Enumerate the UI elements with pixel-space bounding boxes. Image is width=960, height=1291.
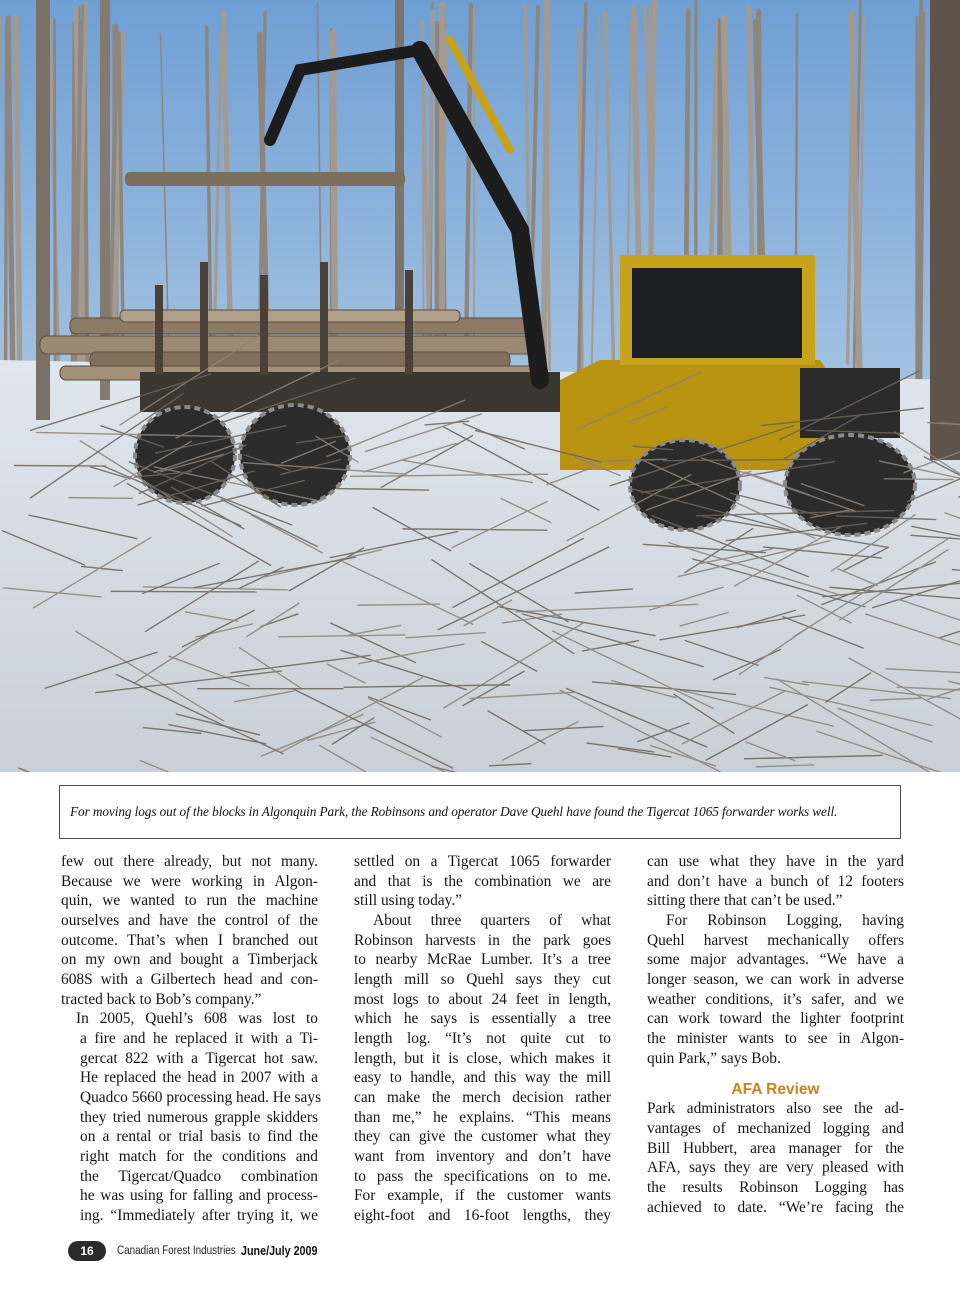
photo-caption: For moving logs out of the blocks in Algonquin Park, the Robinsons and operator Dave Quehl have found the Tigercat 1065 forwarder works well. bbox=[70, 804, 838, 819]
article-column-1 bbox=[61, 852, 322, 1225]
article-column-2 bbox=[354, 852, 611, 1225]
page-number-badge: 16 bbox=[68, 1241, 106, 1261]
col3-paragraph-3: Park administrators also see the ad- vantages of mechanized logging and Bill Hubbert, area manager for the AFA, says they are very pleased with the results Robinson Logging has achieved to date. “We’re facing the bbox=[647, 1100, 904, 1216]
col3-paragraph-1: can use what they have in the yard and don’t have a bunch of 12 footers sitting there that can’t be used.” bbox=[647, 853, 904, 910]
col2-paragraph-2: About three quarters of what Robinson harvests in the park goes to nearby McRae Lumber. It’s a tree length mill so Quehl says they cut most logs to about 24 feet in length, which he says is essentially a tree length log. “It’s not quite cut to length, but it is close, which makes it easy to handle, and this way the mill can make the merch decision rather than me,” he explains. “This means they can give the customer what they want from inventory and don’t have to pass the specifications on to me. For example, if the customer wants eight-foot and 16-foot lengths, they bbox=[354, 911, 611, 1224]
col2-paragraph-1: settled on a Tigercat 1065 forwarder and that is the combination we are still using today.” bbox=[354, 853, 611, 910]
col1-paragraph-2: In 2005, Quehl’s 608 was lost to a fire and he replaced it with a Ti- gercat 822 with a Tigercat hot saw. He replaced the head in 2007 with a Quadco 5660 processing head. He says they tried numerous grapple skidders on a rental or trial basis to find the right match for the conditions and the Tigercat/Quadco combination he was using for falling and process- ing. “Immediately after trying it, we bbox=[76, 1010, 322, 1224]
section-subhead: AFA Review bbox=[731, 1081, 820, 1099]
issue-date: June/July 2009 bbox=[241, 1244, 318, 1258]
article-column-3 bbox=[647, 852, 904, 1217]
col3-paragraph-2: For Robinson Logging, having Quehl harvest mechanically offers some major advantages. “We have a longer season, we can work in adverse weather conditions, it’s safer, and we can work toward the lighter footprint the minister wants to see in Algon- quin Park,” says Bob. bbox=[647, 911, 904, 1067]
publication-name: Canadian Forest Industries bbox=[117, 1245, 236, 1257]
page-footer bbox=[68, 1241, 330, 1261]
col1-paragraph-1: few out there already, but not many. Because we were working in Algon- quin, we wanted to run the machine ourselves and have the control of the outcome. That’s when I branched out on my own and bought a Timberjack 608S with a Gilbertech head and con- tracted back to Bob’s company.” bbox=[61, 853, 318, 1008]
photo-caption-box bbox=[59, 785, 901, 839]
